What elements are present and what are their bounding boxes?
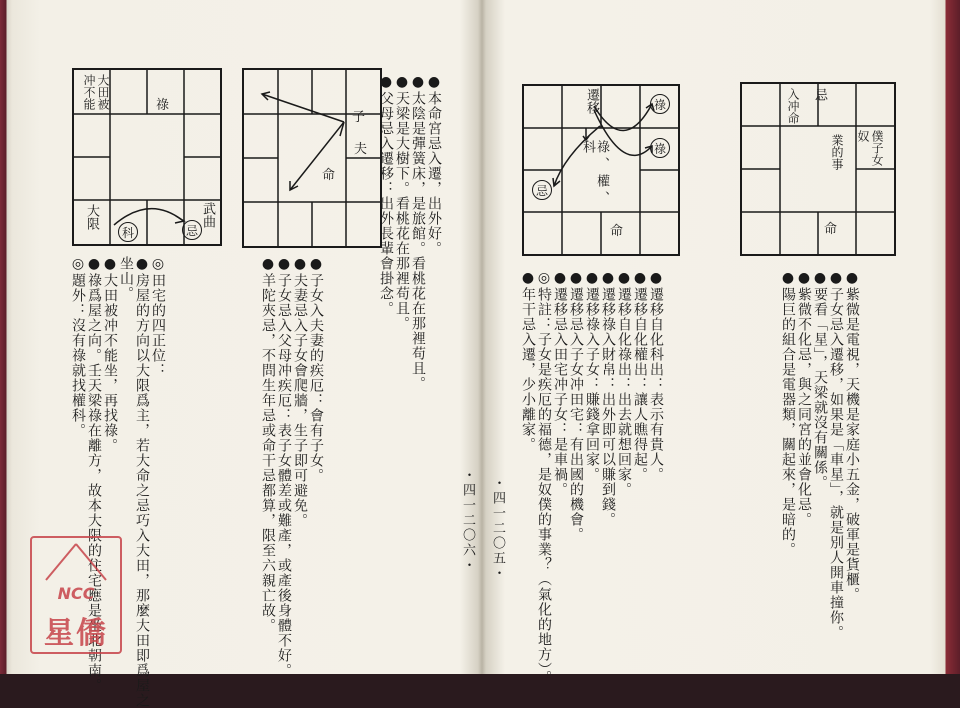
text-block-1 [378,74,442,391]
stamp-logo: NCC [57,584,95,603]
cell-shiye: 業的事 [830,134,844,170]
text-block-2 [260,256,324,678]
circle-ji: 忌 [532,180,552,200]
line: ◎題外：沒有祿就找權科。 [70,256,86,438]
line: ●遷移忌入子女冲田宅：有出國的機會。 [568,270,584,542]
circle-ji: 忌 [182,220,202,240]
line: 坐山。 [118,256,134,301]
house-icon [32,540,120,584]
line: ●遷移忌入田宅冲子女：是車禍。 [552,270,568,497]
line: ●夫妻忌入子女會爬牆，生子即可避免。 [292,256,308,528]
cell-wuqu: 武曲 [200,202,215,228]
line: ●羊陀夾忌，不問生年忌或命干忌都算，限至六親亡故。 [260,256,276,633]
line: ◎特註：子女是疾厄的福德，是奴僕的事業？（氣化的地方）。 [536,270,552,685]
circle-lu-2: 祿 [650,138,670,158]
transform-chain: 祿、權、科 [580,140,609,208]
cell-big-field: 大田被冲不能 [82,74,110,110]
palace-chart-d [740,82,896,256]
cell-lu: 祿 [156,98,170,113]
palace-grid-lines [244,70,380,246]
cell-puzinu: 僕子女奴 [856,130,884,166]
circle-lu-1: 祿 [650,94,670,114]
line: ●遷移祿入財帛：出外即可以賺到錢。 [600,270,616,527]
cell-zi: 子 [352,110,366,125]
text-block-4 [520,270,664,685]
line: ●陽巨的組合是電器類，關起來，是暗的。 [780,270,796,557]
palace-chart-b [242,68,382,248]
line: ●子女入夫妻的疾厄：會有子女。 [308,256,324,483]
line: ●子女忌入父母冲疾厄：表子女體差或難產，或產後身體不好。 [276,256,292,678]
stamp-name: 星僑 [44,616,108,651]
ncc-watermark-stamp [30,536,122,654]
cell-qianyi: 遷移 [584,88,599,114]
line: ●天梁是大樹下。看桃花在那裡苟且。 [394,74,410,331]
line: ●子女忌入遷移，如果是「車星」，就是別人開車撞你。 [828,270,844,640]
line: ●紫微是電視，天機是家庭小五金，破軍是貨櫃。 [844,270,860,602]
cell-ming: 命 [824,222,838,237]
line: ●祿爲屋之向。壬天梁祿在離方，故本大限的住宅應是坐北朝南。 [86,256,102,693]
cell-ming: 命 [610,224,624,239]
palace-chart-c [522,84,680,256]
line: ●遷移自化科出：表示有貴人。 [648,270,664,482]
line: ●要看「星」，天梁就沒有關係。 [812,270,828,490]
palace-chart-a [72,68,222,246]
page-number-left: ・四一二〇六・ [460,468,475,573]
cell-ruchongming: 入冲命 [786,88,800,124]
line: ●遷移祿入子女：賺錢拿回家。 [584,270,600,482]
circle-ke: 科 [118,222,138,242]
line: ●本命宮忌入遷，出外好。 [426,74,442,256]
line: ◎田宅的四正位： [150,256,166,378]
line: ●遷移自化權出：讓人瞧得起。 [632,270,648,482]
right-page [484,0,946,685]
page-number-right: ・四一二〇五・ [490,476,505,581]
line: ●紫微不化忌，與之同宮的並會化忌。 [796,270,812,527]
line: ●遷移自化祿出：出去就想回家。 [616,270,632,497]
line: ●房屋的方向以大限爲主，若大命之忌巧入大田，那麼大田即爲屋之 [134,256,150,708]
line: ●年干忌入遷，少小離家。 [520,270,536,452]
cell-fu: 夫 [354,142,368,157]
cell-ming: 命 [322,168,336,183]
line: ●父母忌入遷移：出外長輩會掛念。 [378,74,394,316]
cell-big-limit: 大限 [84,204,99,230]
text-block-5 [780,270,860,640]
line: ●大田被冲不能坐，再找祿。 [102,256,118,453]
line: ●太陰是彈簧床，是旅館。看桃花在那裡苟且。 [410,74,426,391]
cell-ji: 忌 [812,88,827,101]
